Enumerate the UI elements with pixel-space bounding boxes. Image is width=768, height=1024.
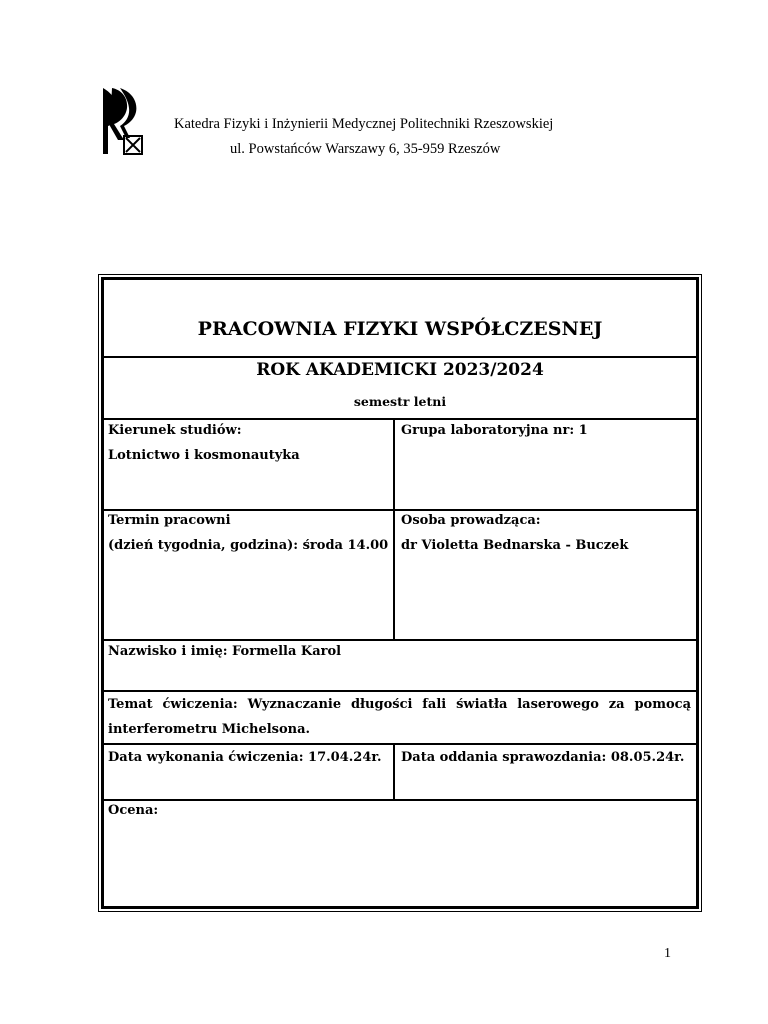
institution-address: ul. Powstańców Warszawy 6, 35-959 Rzeszów — [230, 141, 501, 157]
instructor-label: Osoba prowadząca: — [401, 513, 541, 528]
institution-name: Katedra Fizyki i Inżynierii Medycznej Politechniki Rzeszowskiej — [174, 116, 554, 132]
field-of-study-value: Lotnictwo i kosmonautyka — [108, 448, 300, 463]
lab-group: Grupa laboratoryjna nr: 1 — [401, 423, 588, 438]
student-name: Nazwisko i imię: Formella Karol — [108, 644, 342, 659]
grade-cell — [108, 798, 692, 823]
academic-year: ROK AKADEMICKI 2023/2024 — [256, 360, 544, 380]
grade-label: Ocena: — [108, 803, 159, 818]
student-name-cell — [108, 639, 692, 664]
column-divider — [393, 419, 395, 641]
date-submitted: Data oddania sprawozdania: 08.05.24r. — [401, 750, 685, 765]
form-title: PRACOWNIA FIZYKI WSPÓŁCZESNEJ — [197, 318, 603, 340]
term-label: Termin pracowni — [108, 513, 231, 528]
field-of-study-label: Kierunek studiów: — [108, 423, 242, 438]
row-divider — [101, 356, 699, 358]
lab-group-cell — [401, 418, 691, 443]
page-number: 1 — [664, 946, 671, 961]
institution-header — [150, 112, 620, 162]
term-cell — [108, 508, 392, 558]
date-submitted-cell — [401, 745, 693, 770]
topic-cell — [108, 692, 691, 742]
topic-line-1: Temat ćwiczenia: Wyznaczanie długości fali światła laserowego za pomocą — [108, 697, 691, 712]
topic-line-2: interferometru Michelsona. — [108, 722, 311, 737]
date-performed-cell — [108, 745, 392, 770]
instructor-value: dr Violetta Bednarska - Buczek — [401, 538, 629, 553]
date-performed: Data wykonania ćwiczenia: 17.04.24r. — [108, 750, 382, 765]
term-value: (dzień tygodnia, godzina): środa 14.00 — [108, 538, 389, 553]
university-logo-icon — [100, 86, 144, 156]
instructor-cell — [401, 508, 691, 558]
field-of-study-cell — [108, 418, 388, 468]
column-divider — [393, 744, 395, 801]
semester: semestr letni — [353, 394, 447, 409]
